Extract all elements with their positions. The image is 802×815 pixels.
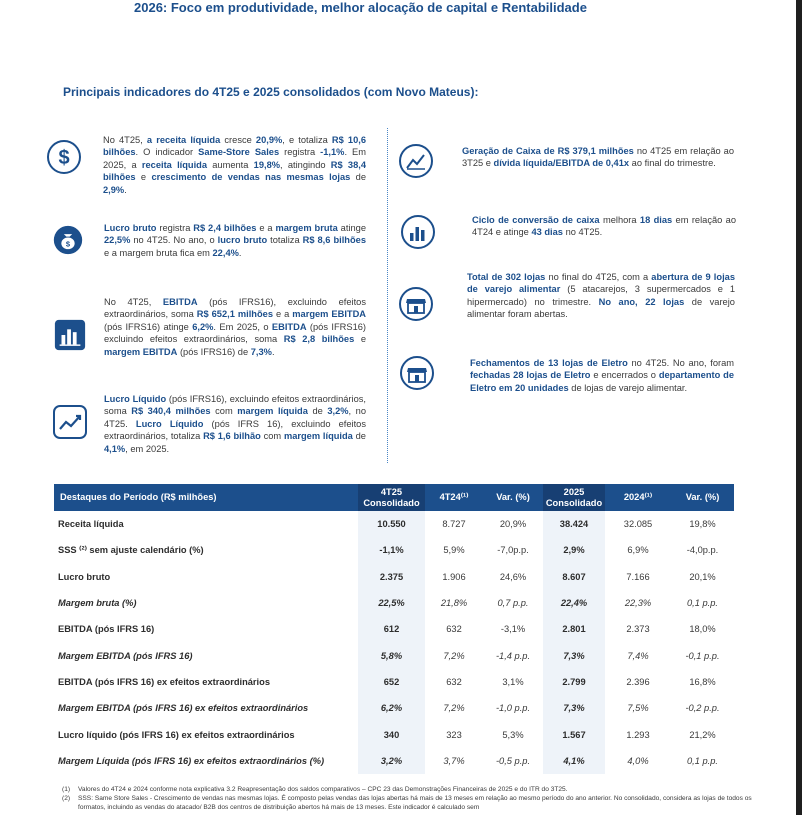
- highlight-text: no 4T25. No ano, o: [130, 235, 218, 246]
- highlight-text: atinge: [337, 223, 366, 233]
- table-row: [54, 669, 734, 695]
- highlight-text: , e totaliza: [282, 135, 332, 145]
- footnote-number: (1): [62, 786, 71, 793]
- highlight-text: cresce: [220, 135, 256, 145]
- highlight-text: e: [135, 172, 152, 183]
- highlight-text: de varejo alimentar foram abertas.: [467, 296, 735, 320]
- cash-flow-icon: [398, 143, 434, 179]
- page-title: 2026: Foco em produtividade, melhor alocação de capital e Rentabilidade: [134, 0, 587, 15]
- highlight-text: .: [271, 346, 275, 357]
- table-cell: -0,2 p.p.: [685, 703, 720, 714]
- highlight-emphasis: 43 dias: [531, 227, 563, 238]
- table-cell: 2.396: [626, 676, 650, 687]
- bar-chart-icon: [53, 318, 87, 352]
- highlight-emphasis: R$ 1,6 bilhão: [203, 431, 261, 442]
- ebitda-highlight: [104, 296, 366, 358]
- table-cell: 632: [446, 624, 462, 635]
- row-label: EBITDA (pós IFRS 16): [58, 624, 155, 635]
- header-cell: 4T25 Consolidado: [358, 484, 425, 511]
- highlight-emphasis: 3,2%: [327, 406, 349, 417]
- table-body: [54, 511, 734, 774]
- highlight-text: e a: [273, 309, 293, 320]
- highlight-emphasis: 7,3%: [250, 346, 272, 357]
- table-cell: 38.424: [543, 511, 605, 537]
- highlight-emphasis: Fechamentos de 13 lojas de Eletro: [470, 358, 628, 368]
- highlight-emphasis: departamento de Eletro em 20 unidades: [470, 370, 734, 393]
- highlight-text: . Em 2025, o: [213, 321, 272, 332]
- table-cell: -7,0p.p.: [497, 545, 529, 556]
- highlight-text: , atingindo: [280, 159, 331, 170]
- store-closings-highlight: [470, 357, 734, 394]
- table-cell: 1.906: [442, 571, 466, 582]
- table-cell: 8.727: [442, 519, 466, 530]
- table-cell: 8.607: [543, 564, 605, 590]
- table-cell: 6,9%: [627, 545, 649, 556]
- table-row: [54, 537, 734, 563]
- table-cell: 340: [358, 721, 425, 747]
- highlight-text: No 4T25,: [103, 135, 147, 145]
- table-cell: 5,3%: [502, 729, 524, 740]
- footnote: [62, 786, 752, 795]
- highlight-emphasis: 4,1%: [104, 443, 126, 454]
- highlight-text: no 4T25. No ano, foram: [627, 358, 734, 368]
- highlight-emphasis: R$ 10,6 bilhões: [103, 135, 366, 158]
- highlight-emphasis: R$ 340,4 milhões: [131, 406, 211, 417]
- highlight-text: (5 atacarejos, 3 supermercados e 1 hipermercado) no trimestre.: [467, 284, 736, 307]
- highlight-emphasis: margem EBITDA: [292, 309, 367, 320]
- table-row: [54, 511, 734, 537]
- highlight-text: (pós IFRS16) atinge: [104, 321, 193, 332]
- highlight-emphasis: margem bruta: [275, 223, 338, 233]
- row-label: Lucro bruto: [58, 571, 111, 582]
- highlight-text: e a: [256, 223, 276, 233]
- footnotes: [62, 786, 752, 812]
- footnote-number: (2): [62, 794, 71, 802]
- store-icon: [398, 286, 434, 322]
- table-cell: 4,0%: [627, 755, 649, 766]
- table-cell: -0,1 p.p.: [685, 650, 720, 661]
- table-cell: 5,8%: [358, 642, 425, 668]
- highlight-emphasis: Lucro Líquido: [135, 418, 204, 429]
- table-cell: 16,8%: [689, 676, 716, 687]
- table-cell: 1.567: [543, 721, 605, 747]
- footnote-text: Valores do 4T24 e 2024 conforme nota explicativa 3.2 Reapresentação dos saldos comparativos – CPC 23 das Demonstrações Financeiras de 2025 e do ITR do 3T25.: [78, 786, 568, 793]
- highlight-text: (pós IFRS16), excluindo efeitos extraordinários, soma: [104, 394, 366, 417]
- highlight-text: .: [238, 247, 242, 258]
- table-cell: 1.293: [626, 729, 650, 740]
- table-cell: -1,4 p.p.: [495, 650, 531, 661]
- table-cell: -4,0p.p.: [686, 545, 719, 556]
- table-cell: 21,2%: [689, 729, 716, 740]
- header-cell: 2024⁽¹⁾: [605, 484, 671, 511]
- table-cell: 7,2%: [443, 650, 465, 661]
- highlight-emphasis: Lucro bruto: [104, 223, 157, 233]
- highlight-text: ao final do trimestre.: [629, 158, 716, 169]
- highlight-text: e: [354, 334, 366, 345]
- table-cell: 612: [358, 616, 425, 642]
- table-row: [54, 721, 734, 747]
- table-cell: 323: [446, 729, 462, 740]
- table-cell: 22,5%: [358, 590, 425, 616]
- row-label: Receita líquida: [58, 519, 124, 530]
- footnote: [62, 795, 752, 813]
- highlight-emphasis: 22,5%: [104, 235, 131, 246]
- highlight-text: e encerrados o: [590, 370, 659, 381]
- highlight-emphasis: 20,9%: [255, 135, 283, 145]
- table-row: [54, 748, 734, 774]
- row-label: Margem EBITDA (pós IFRS 16): [58, 650, 193, 661]
- highlight-text: No 4T25,: [104, 297, 163, 307]
- row-label: Margem EBITDA (pós IFRS 16) ex efeitos extraordinários: [58, 703, 309, 714]
- header-cell: Var. (%): [483, 484, 543, 511]
- header-cell: 4T24⁽¹⁾: [425, 484, 483, 511]
- highlight-emphasis: a receita líquida: [146, 135, 221, 145]
- highlight-emphasis: R$ 652,1 milhões: [196, 309, 273, 320]
- highlight-emphasis: Lucro Líquido: [104, 394, 167, 404]
- table-cell: 3,7%: [443, 755, 465, 766]
- table-cell: 0,1 p.p.: [686, 755, 718, 766]
- highlight-emphasis: margem líquida: [283, 431, 353, 442]
- table-cell: 21,8%: [440, 598, 468, 609]
- page-edge: [796, 0, 802, 815]
- highlight-emphasis: No ano,: [598, 296, 638, 307]
- highlight-text: registra: [156, 223, 194, 233]
- highlight-emphasis: R$ 2,8 bilhões: [283, 334, 355, 345]
- table-cell: 10.550: [358, 511, 425, 537]
- cash-generation-highlight: [462, 145, 734, 170]
- table-row: [54, 616, 734, 642]
- highlight-text: totaliza: [267, 235, 303, 246]
- table-cell: 20,9%: [499, 519, 527, 530]
- highlight-emphasis: EBITDA: [162, 297, 198, 307]
- highlight-emphasis: 18 dias: [639, 215, 673, 225]
- row-label: Margem bruta (%): [58, 598, 137, 609]
- highlight-emphasis: 19,8%: [253, 159, 281, 170]
- highlight-text: no final do 4T25, com a: [545, 272, 652, 282]
- highlight-emphasis: abertura de 9 lojas de varejo alimentar: [467, 272, 735, 295]
- highlight-text: de: [307, 406, 328, 417]
- highlight-emphasis: -1,1%: [320, 147, 345, 158]
- table-cell: -3,1%: [500, 624, 526, 635]
- highlight-text: de: [350, 172, 366, 183]
- highlight-text: (pós IFRS16) excluindo efeitos extraordinários, soma: [104, 321, 367, 345]
- table-cell: 20,1%: [689, 571, 716, 582]
- table-header-row: [54, 484, 734, 511]
- table-cell: 4,1%: [543, 748, 605, 774]
- highlight-text: melhora: [599, 215, 640, 225]
- highlights-table: [54, 484, 734, 774]
- highlight-text: (pós IFRS16), excluindo efeitos extraordinários, soma: [104, 297, 366, 320]
- highlight-text: com: [210, 406, 238, 417]
- dollar-icon: [46, 139, 82, 175]
- highlight-emphasis: Ciclo de conversão de caixa: [472, 215, 600, 225]
- table-cell: 22,3%: [624, 598, 652, 609]
- highlight-text: , em 2025.: [125, 443, 170, 454]
- table-cell: 7,3%: [543, 695, 605, 721]
- highlight-emphasis: margem EBITDA: [104, 346, 178, 357]
- highlight-text: no 4T25.: [562, 227, 603, 238]
- trend-chart-icon: [52, 404, 88, 440]
- table-cell: 2.801: [543, 616, 605, 642]
- table-cell: 7,5%: [627, 703, 649, 714]
- highlight-text: (pós IFRS16) de: [177, 346, 251, 357]
- table-cell: 7.166: [626, 571, 650, 582]
- table-row: [54, 564, 734, 590]
- table-cell: -1,0 p.p.: [495, 703, 531, 714]
- highlight-emphasis: 6,2%: [192, 321, 214, 332]
- footnote-text: SSS: Same Store Sales - Crescimento de vendas nas mesmas lojas. É composto pelas vendas das lojas abertas há mais de 13 meses em relação ao mesmo período do ano anterior. No consolidado, considera as lojas de todos os formatos, incluindo as vendas do atacado/ B2B dos centros de distribuição abertos há mais de 13 meses. Este indicador é calculado sem: [78, 794, 752, 811]
- highlight-text: no 4T25 em relação ao 3T25 e: [462, 146, 734, 169]
- highlight-text: , no 4T25.: [104, 406, 366, 429]
- highlight-text: aumenta: [207, 159, 254, 170]
- highlight-emphasis: 22 lojas: [645, 296, 685, 307]
- table-cell: 7,4%: [627, 650, 649, 661]
- highlight-text: de lojas de varejo alimentar.: [568, 382, 688, 393]
- highlight-text: registra: [279, 147, 321, 158]
- highlight-emphasis: crescimento de vendas nas mesmas lojas: [151, 172, 351, 183]
- table-cell: 632: [446, 676, 462, 687]
- table-cell: 2,9%: [543, 537, 605, 563]
- table-cell: 19,8%: [689, 519, 716, 530]
- highlight-text: .: [124, 184, 127, 195]
- header-cell: Var. (%): [671, 484, 734, 511]
- table-cell: 22,4%: [543, 590, 605, 616]
- table-cell: 5,9%: [443, 545, 465, 556]
- table-cell: 2.799: [543, 669, 605, 695]
- net-revenue-highlight: [103, 134, 366, 196]
- svg-text:$: $: [65, 239, 71, 249]
- highlight-emphasis: R$ 38,4 bilhões: [103, 159, 366, 183]
- highlight-emphasis: 22,4%: [212, 247, 239, 258]
- money-bag-icon: [53, 225, 83, 255]
- table-cell: 7,2%: [443, 703, 465, 714]
- table-row: [54, 642, 734, 668]
- table-cell: 3,2%: [358, 748, 425, 774]
- highlight-text: . Em 2025, a: [103, 147, 366, 170]
- highlight-emphasis: receita líquida: [141, 159, 208, 170]
- highlight-emphasis: margem líquida: [237, 406, 308, 417]
- column-divider: [387, 128, 388, 463]
- table-cell: 2.375: [358, 564, 425, 590]
- gross-profit-highlight: [104, 222, 366, 259]
- highlight-emphasis: Total de 302 lojas: [467, 272, 546, 282]
- net-income-highlight: [104, 393, 366, 455]
- table-cell: 2.373: [626, 624, 650, 635]
- table-cell: 652: [358, 669, 425, 695]
- table-cell: 3,1%: [502, 676, 524, 687]
- table-cell: 7,3%: [543, 642, 605, 668]
- highlight-emphasis: Geração de Caixa de R$ 379,1 milhões: [462, 146, 634, 156]
- highlight-emphasis: R$ 8,6 bilhões: [302, 235, 366, 246]
- highlight-text: em relação ao 4T24 e atinge: [472, 215, 736, 238]
- row-label: Margem Líquida (pós IFRS 16) ex efeitos extraordinários (%): [58, 755, 325, 766]
- table-cell: 32.085: [623, 519, 653, 530]
- header-cell: 2025 Consolidado: [543, 484, 605, 511]
- highlight-text: com: [260, 431, 284, 442]
- highlight-emphasis: Same-Store Sales: [198, 147, 280, 158]
- highlight-text: de: [352, 431, 366, 442]
- highlight-emphasis: dívida líquida/EBITDA de 0,41x: [493, 158, 630, 169]
- header-cell: Destaques do Período (R$ milhões): [54, 484, 358, 511]
- highlight-emphasis: 2,9%: [103, 184, 125, 195]
- row-label: SSS ⁽²⁾ sem ajuste calendário (%): [58, 544, 204, 555]
- table-cell: 24,6%: [499, 571, 527, 582]
- highlight-text: . O indicador: [135, 147, 199, 158]
- row-label: Lucro líquido (pós IFRS 16) ex efeitos extraordinários: [58, 729, 295, 740]
- table-cell: 6,2%: [358, 695, 425, 721]
- table-cell: 0,1 p.p.: [686, 598, 718, 609]
- table-row: [54, 695, 734, 721]
- table-row: [54, 590, 734, 616]
- table-cell: 18,0%: [689, 624, 716, 635]
- highlight-text: (pós IFRS 16), excluindo efeitos extraordinários, totaliza: [104, 418, 367, 442]
- section-title: Principais indicadores do 4T25 e 2025 consolidados (com Novo Mateus):: [63, 85, 479, 99]
- table-cell: -1,1%: [358, 537, 425, 563]
- cash-cycle-highlight: [472, 214, 736, 239]
- store-openings-highlight: [467, 271, 735, 321]
- table-cell: 0,7 p.p.: [497, 598, 529, 609]
- cycle-chart-icon: [400, 214, 436, 250]
- highlight-emphasis: EBITDA: [271, 321, 307, 332]
- svg-text:$: $: [58, 147, 70, 169]
- row-label: EBITDA (pós IFRS 16) ex efeitos extraordinários: [58, 676, 270, 687]
- table-cell: -0,5 p.p.: [495, 755, 531, 766]
- highlight-text: e a margem bruta fica em: [104, 247, 213, 258]
- highlight-emphasis: fechadas 28 lojas de Eletro: [470, 370, 591, 381]
- highlight-emphasis: R$ 2,4 bilhões: [193, 223, 257, 233]
- highlight-emphasis: lucro bruto: [217, 235, 268, 246]
- store-icon: [399, 355, 435, 391]
